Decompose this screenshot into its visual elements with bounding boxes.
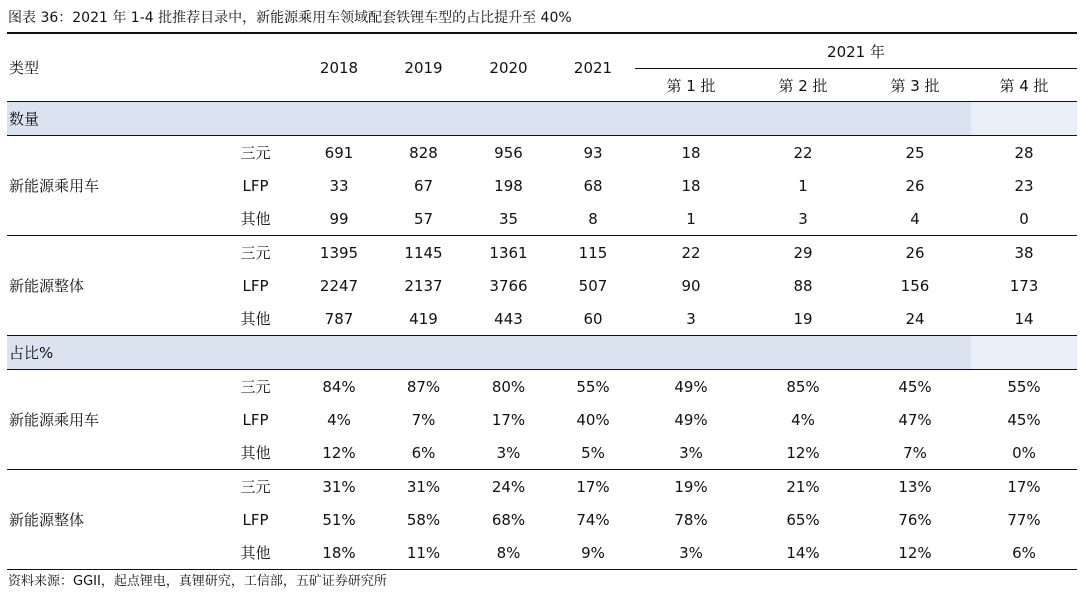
table-cell: 77% (1007, 510, 1041, 529)
table-cell: 17% (491, 410, 526, 429)
table-cell: 0 (971, 202, 1077, 236)
table-cell: 68% (491, 510, 526, 529)
row-subtype: 其他 (214, 202, 297, 236)
header-batch: 第 2 批 (747, 69, 859, 102)
row-subtype: 三元 (240, 144, 271, 162)
row-subtype: 其他 (214, 436, 297, 470)
table-cell: 1 (635, 202, 747, 236)
table-cell: 6% (381, 436, 466, 470)
table-cell: 49% (674, 410, 708, 429)
table-cell: 4% (791, 410, 815, 429)
table-cell: 7% (411, 410, 436, 429)
figure-caption: 图表 36：2021 年 1-4 批推荐目录中，新能源乘用车领域配套铁锂车型的占比提升至 40% (8, 10, 572, 26)
section-label: 数量 (7, 102, 971, 136)
table-cell: 956 (494, 143, 523, 162)
row-subtype: 其他 (214, 536, 297, 570)
table-cell: 3% (635, 436, 747, 470)
table-cell: 93 (583, 143, 603, 162)
table-cell: 76% (898, 510, 932, 529)
table-cell: 47% (898, 410, 932, 429)
table-cell: 88 (793, 276, 813, 295)
table-cell: 12% (297, 436, 381, 470)
table-cell: 14% (747, 536, 859, 570)
table-cell: 11% (381, 536, 466, 570)
table-cell: 787 (297, 302, 381, 336)
table-cell: 74% (576, 510, 610, 529)
table-cell: 24 (859, 302, 971, 336)
header-year: 2019 (381, 33, 466, 102)
table-cell: 18% (297, 536, 381, 570)
table-cell: 156 (900, 276, 930, 295)
table-cell: 19% (674, 477, 708, 496)
table-row (7, 470, 1077, 504)
table-cell: 828 (409, 143, 438, 162)
table-cell: 14 (971, 302, 1077, 336)
table-cell: 22 (793, 143, 813, 162)
header-year: 2021 (551, 33, 635, 102)
table-cell: 8% (466, 536, 551, 570)
table-cell: 99 (297, 202, 381, 236)
table-cell: 31% (322, 477, 356, 496)
group-name: 新能源整体 (7, 470, 214, 570)
group-name: 新能源乘用车 (7, 136, 214, 236)
header-blank (214, 33, 297, 102)
table-body (7, 102, 1077, 570)
table-cell: 84% (322, 377, 356, 396)
row-subtype: 三元 (240, 378, 271, 396)
table-cell: 68 (583, 176, 603, 195)
table-cell: 49% (674, 377, 708, 396)
table-cell: 4% (327, 410, 351, 429)
row-subtype: 其他 (214, 302, 297, 336)
table-cell: 1145 (404, 243, 443, 262)
table-cell: 57 (381, 202, 466, 236)
table-cell: 78% (674, 510, 708, 529)
table-cell: 55% (576, 377, 610, 396)
table-cell: 443 (466, 302, 551, 336)
table-cell: 80% (491, 377, 526, 396)
table-cell: 2247 (319, 276, 359, 295)
source-note: 资料来源：GGII，起点锂电，真锂研究，工信部，五矿证券研究所 (8, 574, 387, 589)
data-table (7, 32, 1077, 570)
header-batch: 第 1 批 (635, 69, 747, 102)
table-cell: 29 (793, 243, 813, 262)
table-row (7, 136, 1077, 170)
table-cell: 67 (413, 176, 434, 195)
table-cell: 8 (551, 202, 635, 236)
table-cell: 12% (747, 436, 859, 470)
table-cell: 507 (578, 276, 608, 295)
section-band-tail (971, 102, 1077, 136)
table-cell: 3% (635, 536, 747, 570)
table-cell: 3 (747, 202, 859, 236)
table-cell: 51% (322, 510, 356, 529)
table-cell: 115 (578, 243, 608, 262)
table-cell: 12% (859, 536, 971, 570)
header-year: 2020 (466, 33, 551, 102)
table-row (7, 236, 1077, 270)
table-cell: 85% (786, 377, 820, 396)
header-year-group: 2021 年 (635, 33, 1077, 69)
table-cell: 1395 (319, 243, 359, 262)
table-cell: 45% (898, 377, 932, 396)
section-band-tail (971, 336, 1077, 370)
table-cell: 2137 (404, 276, 443, 295)
table-header (7, 33, 1077, 102)
table-cell: 173 (1009, 276, 1039, 295)
table-cell: 3% (466, 436, 551, 470)
table-cell: 18 (681, 176, 701, 195)
table-cell: 90 (681, 276, 701, 295)
table-cell: 25 (905, 143, 925, 162)
table-cell: 4 (859, 202, 971, 236)
table-cell: 1 (798, 176, 808, 195)
table-cell: 5% (551, 436, 635, 470)
table-cell: 38 (1014, 243, 1034, 262)
group-name: 新能源乘用车 (7, 370, 214, 470)
table-cell: 6% (971, 536, 1077, 570)
table-cell: 87% (406, 377, 441, 396)
header-batch: 第 4 批 (971, 69, 1077, 102)
table-cell: 55% (1007, 377, 1041, 396)
table-cell: 33 (329, 176, 349, 195)
table-cell: 24% (491, 477, 526, 496)
header-batch: 第 3 批 (859, 69, 971, 102)
table-cell: 17% (576, 477, 610, 496)
table-cell: 40% (576, 410, 610, 429)
table-cell: 13% (898, 477, 932, 496)
section-row (7, 336, 1077, 370)
table-cell: 45% (1007, 410, 1041, 429)
section-row (7, 102, 1077, 136)
header-type: 类型 (7, 33, 214, 102)
table-cell: 60 (551, 302, 635, 336)
row-subtype: 三元 (240, 244, 271, 262)
table-row (7, 370, 1077, 404)
row-subtype: LFP (242, 176, 269, 195)
table-cell: 17% (1007, 477, 1041, 496)
table-cell: 58% (406, 510, 441, 529)
group-name: 新能源整体 (7, 236, 214, 336)
table-cell: 22 (681, 243, 701, 262)
table-cell: 23 (1014, 176, 1034, 195)
row-subtype: 三元 (240, 478, 271, 496)
section-label: 占比% (7, 336, 971, 370)
row-subtype: LFP (242, 510, 269, 529)
table-cell: 26 (905, 176, 925, 195)
table-cell: 419 (381, 302, 466, 336)
table-cell: 691 (324, 143, 354, 162)
table-cell: 28 (1014, 143, 1034, 162)
row-subtype: LFP (242, 276, 269, 295)
table-cell: 9% (551, 536, 635, 570)
table-cell: 26 (905, 243, 925, 262)
header-year: 2018 (297, 33, 381, 102)
table-cell: 31% (406, 477, 441, 496)
table-cell: 3 (635, 302, 747, 336)
table-cell: 21% (786, 477, 820, 496)
table-cell: 1361 (489, 243, 528, 262)
table-cell: 65% (786, 510, 820, 529)
table-cell: 18 (681, 143, 701, 162)
table-cell: 0% (971, 436, 1077, 470)
row-subtype: LFP (242, 410, 269, 429)
table-cell: 198 (494, 176, 523, 195)
table-cell: 7% (859, 436, 971, 470)
table-cell: 19 (747, 302, 859, 336)
table-cell: 35 (466, 202, 551, 236)
table-cell: 3766 (489, 276, 528, 295)
